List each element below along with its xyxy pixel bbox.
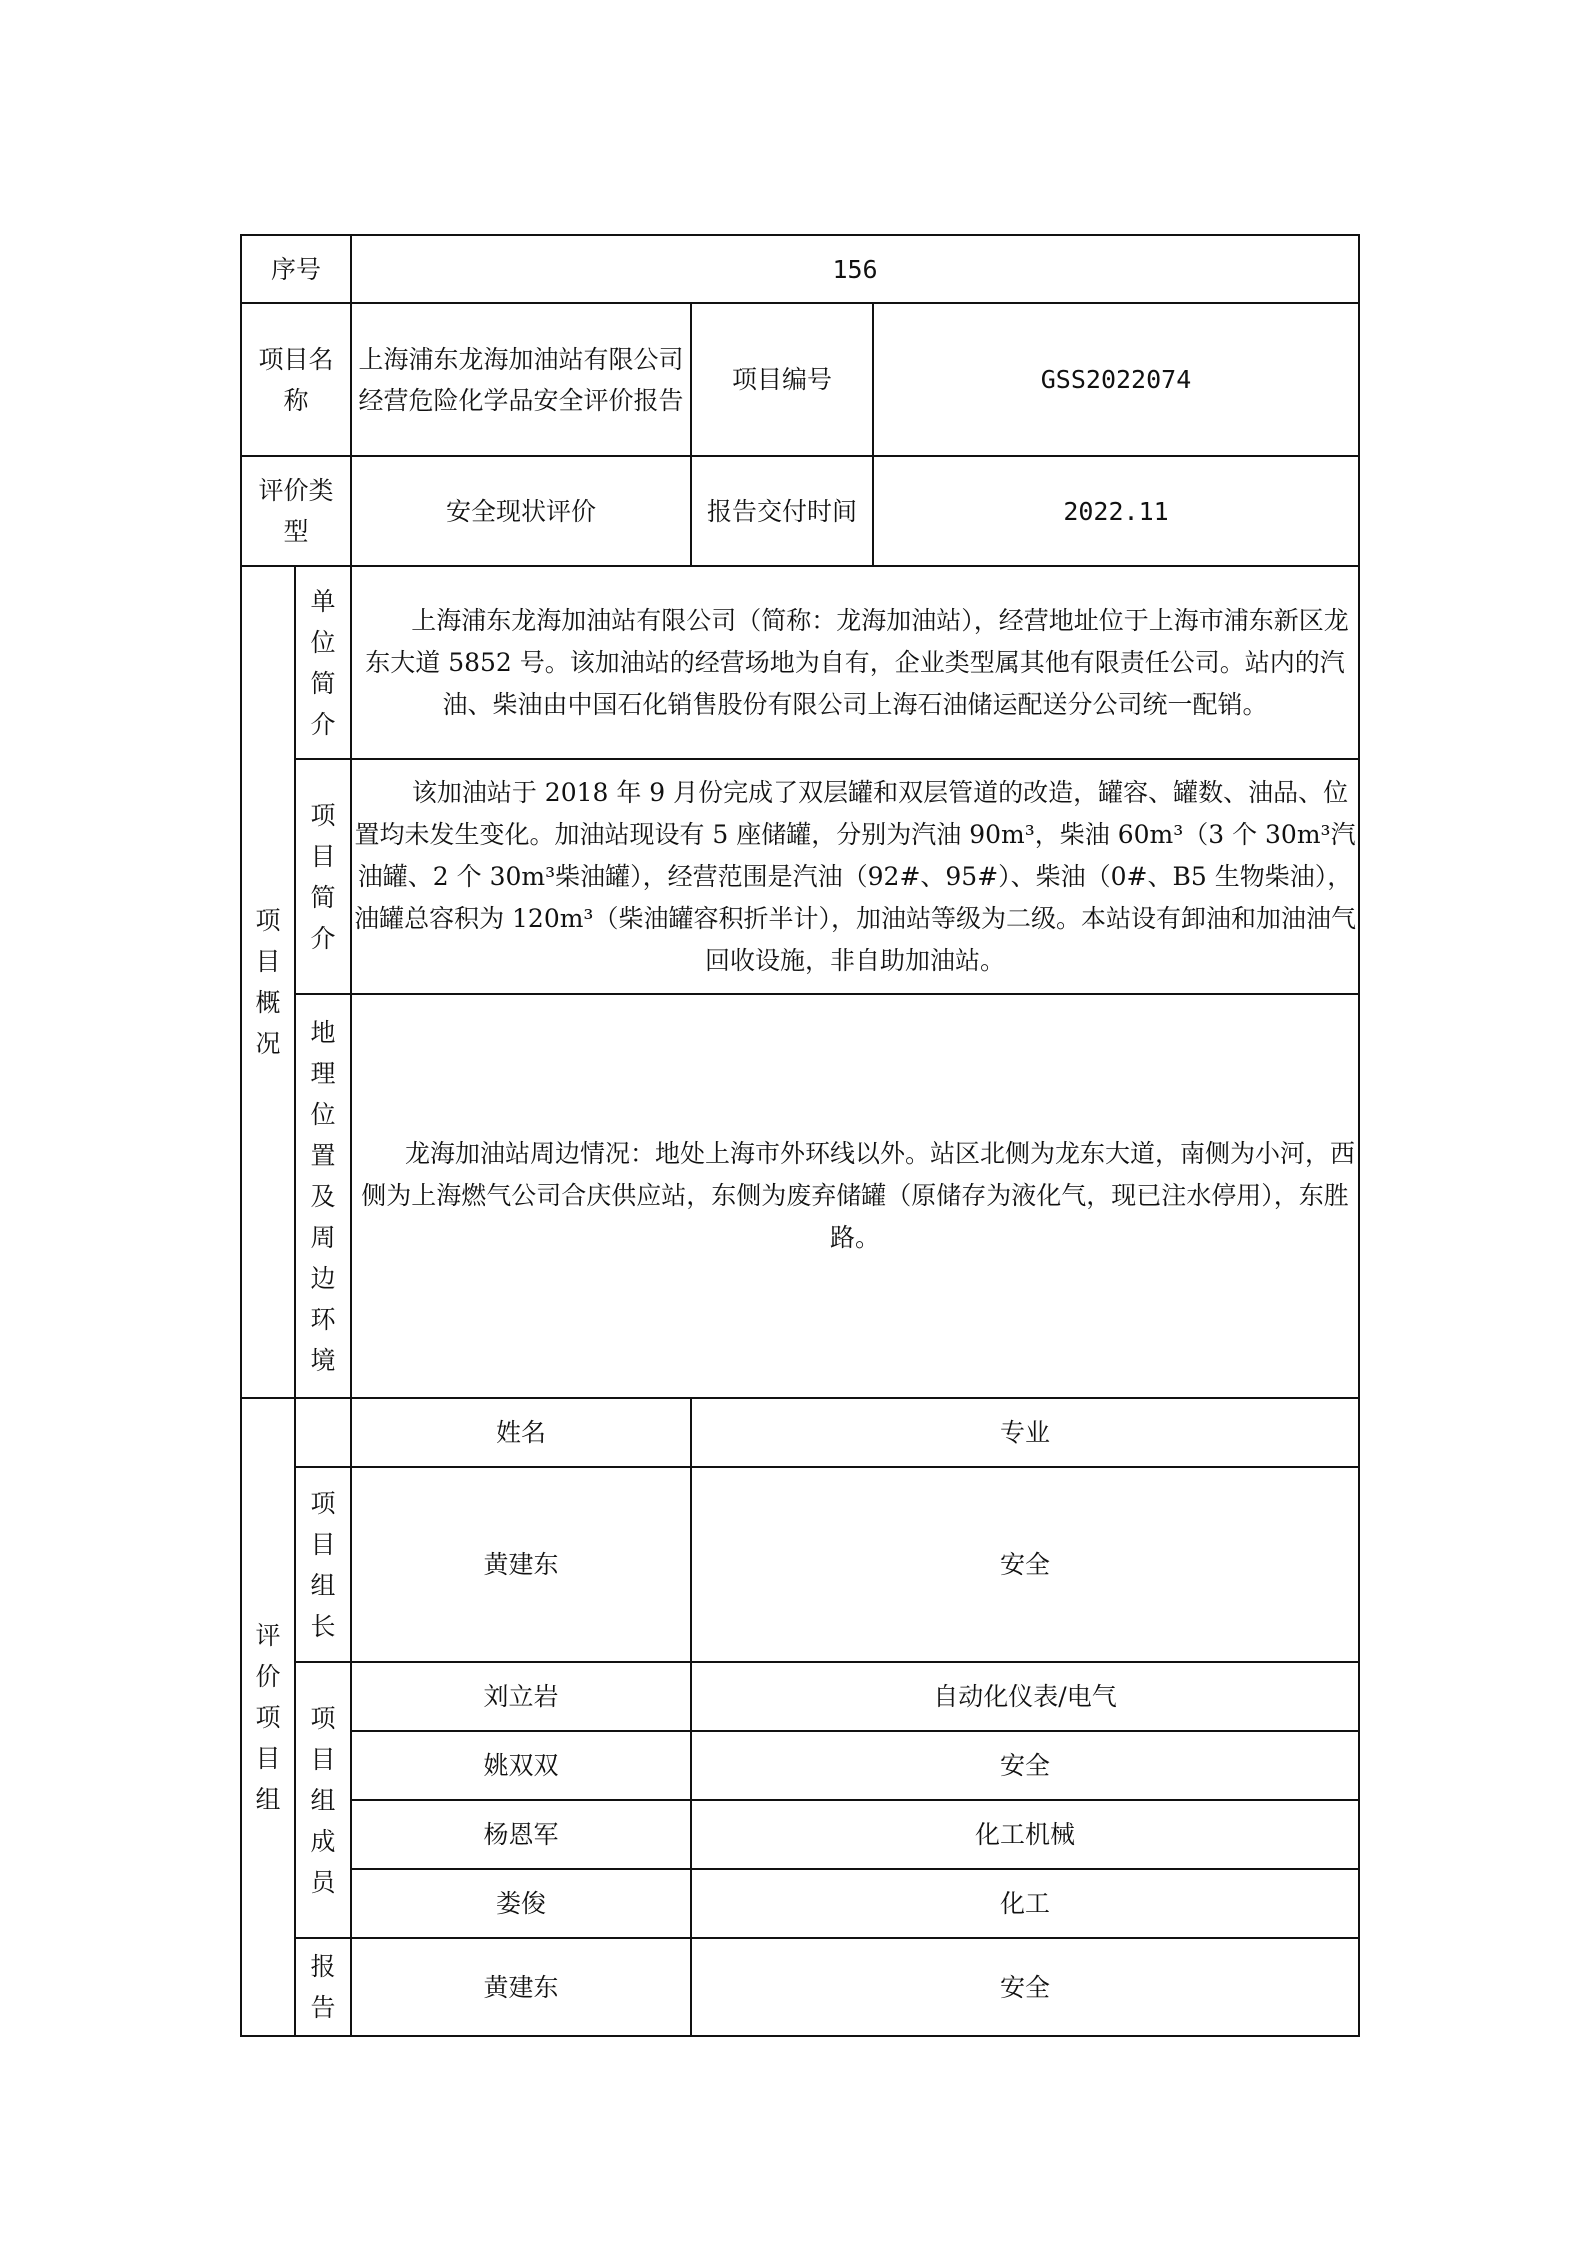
project-intro-label: 项目简介 <box>295 759 351 994</box>
team-member-row <box>241 1800 1359 1869</box>
unit-intro-cell <box>351 566 1359 759</box>
row-seq <box>241 235 1359 303</box>
seq-label: 序号 <box>241 235 351 303</box>
member-major: 化工机械 <box>691 1800 1359 1869</box>
team-member-row <box>241 1869 1359 1938</box>
leader-name: 黄建东 <box>351 1467 691 1662</box>
major-header: 专业 <box>691 1398 1359 1467</box>
member-name: 娄俊 <box>351 1869 691 1938</box>
row-project-intro <box>241 759 1359 994</box>
report-major: 安全 <box>691 1938 1359 2036</box>
team-leader-row <box>241 1467 1359 1662</box>
delivery-value: 2022.11 <box>873 456 1359 566</box>
member-name: 杨恩军 <box>351 1800 691 1869</box>
project-no-label: 项目编号 <box>691 303 873 456</box>
unit-intro-label: 单位简介 <box>295 566 351 759</box>
team-member-row <box>241 1662 1359 1731</box>
overview-group-label: 项目概况 <box>241 566 295 1398</box>
team-report-row <box>241 1938 1359 2036</box>
report-label: 报告 <box>295 1938 351 2036</box>
row-project-name <box>241 303 1359 456</box>
report-name: 黄建东 <box>351 1938 691 2036</box>
member-major: 安全 <box>691 1731 1359 1800</box>
eval-type-label: 评价类型 <box>241 456 351 566</box>
delivery-label: 报告交付时间 <box>691 456 873 566</box>
unit-intro-text: 上海浦东龙海加油站有限公司（简称：龙海加油站），经营地址位于上海市浦东新区龙东大道 5852 号。该加油站的经营场地为自有，企业类型属其他有限责任公司。站内的汽油、柴油由中国石化销售股份有限公司上海石油储运配送分公司统一配销。 <box>365 605 1349 719</box>
location-cell <box>351 994 1359 1398</box>
eval-type-value: 安全现状评价 <box>351 456 691 566</box>
location-text: 龙海加油站周边情况：地处上海市外环线以外。站区北侧为龙东大道，南侧为小河，西侧为上海燃气公司合庆供应站，东侧为废弃储罐（原储存为液化气，现已注水停用），东胜路。 <box>361 1139 1356 1252</box>
member-label: 项目组成员 <box>295 1662 351 1938</box>
project-name-label: 项目名称 <box>241 303 351 456</box>
row-unit-intro <box>241 566 1359 759</box>
member-name: 刘立岩 <box>351 1662 691 1731</box>
leader-major: 安全 <box>691 1467 1359 1662</box>
team-header-blank <box>295 1398 351 1467</box>
seq-value: 156 <box>351 235 1359 303</box>
team-header-row <box>241 1398 1359 1467</box>
row-eval-type <box>241 456 1359 566</box>
member-major: 化工 <box>691 1869 1359 1938</box>
row-location <box>241 994 1359 1398</box>
project-name-value: 上海浦东龙海加油站有限公司经营危险化学品安全评价报告 <box>351 303 691 456</box>
team-member-row <box>241 1731 1359 1800</box>
project-intro-text: 该加油站于 2018 年 9 月份完成了双层罐和双层管道的改造，罐容、罐数、油品、位置均未发生变化。加油站现设有 5 座储罐，分别为汽油 90m³，柴油 60m³（3 个 30m³汽油罐、2 个 30m³柴油罐），经营范围是汽油（92#、95#）、柴油（0#、B5 生物柴油），油罐总容积为 120m³（柴油罐容积折半计），加油站等级为二级。本站设有卸油和加油油气回收设施，非自助加油站。 <box>354 777 1356 975</box>
project-intro-cell <box>351 759 1359 994</box>
name-header: 姓名 <box>351 1398 691 1467</box>
team-group-label: 评价项目组 <box>241 1398 295 2036</box>
leader-label: 项目组长 <box>295 1467 351 1662</box>
member-major: 自动化仪表/电气 <box>691 1662 1359 1731</box>
evaluation-record-table <box>240 234 1360 2037</box>
member-name: 姚双双 <box>351 1731 691 1800</box>
project-no-value: GSS2022074 <box>873 303 1359 456</box>
location-label: 地理位置及周边环境 <box>295 994 351 1398</box>
